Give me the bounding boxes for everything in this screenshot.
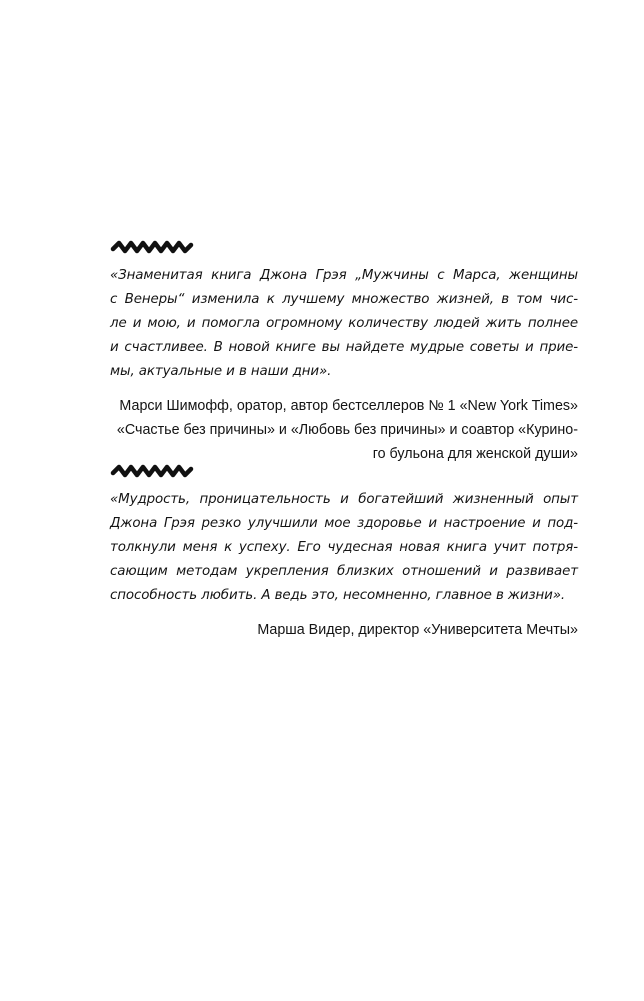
attribution-line: го бульона для женской души»: [372, 446, 578, 462]
quote-line: толкнули меня к успеху. Его чудесная новая книга учит потря-: [110, 540, 578, 555]
quote-line: «Мудрость, проницательность и богатейший жизненный опыт: [110, 492, 578, 507]
quote-line: «Знаменитая книга Джона Грэя „Мужчины с Марса, женщины: [110, 268, 578, 283]
quote-line: способность любить. А ведь это, несомненно, главное в жизни».: [110, 588, 566, 603]
testimonial-quote: [110, 264, 578, 384]
testimonial-1: [110, 240, 578, 466]
testimonial-attribution: [110, 618, 578, 642]
testimonial-attribution: [110, 394, 578, 466]
quote-line: ле и мою, и помогла огромному количеству людей жить полнее: [110, 316, 578, 331]
quote-line: сающим методам укрепления близких отношений и развивает: [110, 564, 578, 579]
quote-line: Джона Грэя резко улучшили мое здоровье и настроение и под-: [110, 516, 578, 531]
attribution-line: Марша Видер, директор «Университета Мечты»: [257, 622, 578, 638]
quote-line: мы, актуальные и в наши дни».: [110, 364, 332, 379]
quote-line: и счастливее. В новой книге вы найдете мудрые советы и прие-: [110, 340, 578, 355]
attribution-line: Марси Шимофф, оратор, автор бестселлеров № 1 «New York Times»: [119, 398, 578, 414]
testimonial-quote: [110, 488, 578, 608]
wave-ornament-icon: [110, 240, 194, 256]
wave-ornament-icon: [110, 464, 194, 480]
testimonial-2: [110, 464, 578, 642]
quote-line: с Венеры“ изменила к лучшему множество жизней, в том чис-: [110, 292, 578, 307]
attribution-line: «Счастье без причины» и «Любовь без причины» и соавтор «Курино-: [116, 422, 578, 438]
